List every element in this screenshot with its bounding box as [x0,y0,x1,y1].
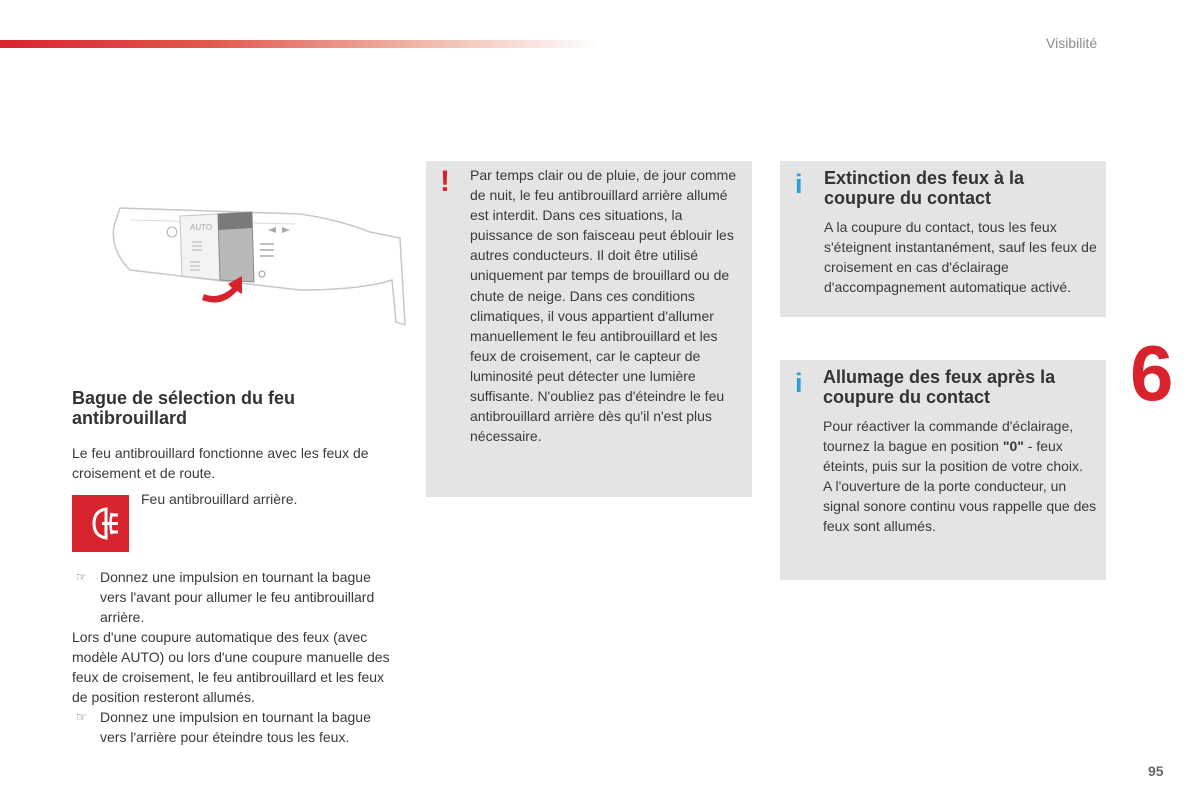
info-text: A la coupure du contact, tous les feux s'éteignent instantanément, sauf les feux de croisement en cas d'éclairage d'accompagnement automatique activé. [824,219,1097,296]
stalk-ring-rotation-illustration [100,190,410,340]
instruction-list [72,707,398,747]
fog-light-row [72,491,398,553]
intro-text: Le feu antibrouillard fonctionne avec les feux de croisement et de route. [72,445,369,481]
rear-fog-light-icon [72,495,129,552]
info-icon: i [795,169,803,199]
list-item [72,567,398,627]
chapter-number: 6 [1130,329,1174,417]
info-box-allumage [780,360,1106,580]
instruction-text: Donnez une impulsion en tournant la bague vers l'arrière pour éteindre tous les feux. [100,709,371,745]
info-icon: i [795,368,803,398]
warning-icon: ! [440,165,450,198]
pointing-hand-icon: ☞ [76,570,87,584]
instruction-text: Donnez une impulsion en tournant la bague vers l'avant pour allumer le feu antibrouillard arrière. [100,569,375,625]
position-value: "0" [1002,438,1024,455]
body-paragraph: Lors d'une coupure automatique des feux (avec modèle AUTO) ou lors d'une coupure manuelle des feux de croisement, le feu antibrouillard et les feux de position resteront allumés. [72,629,390,705]
warning-box [426,161,752,497]
warning-text: Par temps clair ou de pluie, de jour comme de nuit, le feu antibrouillard arrière allumé est interdit. Dans ces situations, la puissance de son faisceau peut éblouir les autres conducteurs. Il doit être utilisé uniquement par temps de brouillard ou de chute de neige. Dans ces conditions climatiques, il vous appartient d'allumer manuellement le feu antibrouillard et les feux de croisement, car le capteur de luminosité peut détecter une lumière suffisante. N'oubliez pas d'éteindre le feu antibrouillard arrière dès qu'il n'est plus nécessaire. [470,167,737,445]
info-box-extinction [780,161,1106,317]
info-title: Extinction des feux à la coupure du contact [824,168,1025,208]
instruction-list [72,567,398,627]
section-title: Visibilité [1046,35,1098,51]
info-text-part: Pour réactiver la commande d'éclairage, tournez la bague en position [823,418,1074,455]
info-text-part: - feux éteints, puis sur la position de votre choix. [823,438,1083,475]
main-column [72,388,398,747]
header-accent-bar [0,40,600,48]
info-text-part: A l'ouverture de la porte conducteur, un signal sonore continu vous rappelle que des feux sont allumés. [823,478,1097,535]
pointing-hand-icon: ☞ [76,710,87,724]
auto-label: AUTO [190,223,213,232]
fog-light-label: Feu antibrouillard arrière. [141,491,298,507]
page-number: 95 [1148,763,1164,779]
list-item [72,707,398,747]
section-heading: Bague de sélection du feu antibrouillard [72,388,296,428]
info-title: Allumage des feux après la coupure du contact [823,367,1056,407]
info-text [823,416,1103,537]
